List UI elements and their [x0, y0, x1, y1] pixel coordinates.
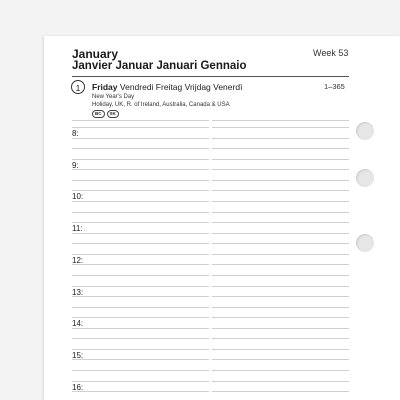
grid-line: [212, 120, 349, 121]
holiday-name: New Year's Day: [92, 94, 135, 100]
grid-line: [72, 148, 209, 149]
grid-line: [72, 233, 209, 234]
grid-line: [72, 338, 209, 339]
grid-line: [212, 307, 349, 308]
month-title: January: [72, 47, 119, 61]
grid-line: [72, 180, 209, 181]
grid-line: [212, 275, 349, 276]
grid-line: [72, 212, 209, 213]
grid-line: [72, 307, 209, 308]
hour-label: 16:: [72, 382, 84, 392]
grid-line: [72, 359, 209, 360]
grid-line: [212, 190, 349, 191]
day-name: Friday: [92, 82, 118, 92]
grid-line: [212, 317, 349, 318]
grid-line: [212, 233, 349, 234]
day-name-translations: Vendredi Freitag Vrijdag Venerdì: [119, 82, 243, 92]
hour-label: 13:: [72, 287, 84, 297]
grid-line: [72, 138, 209, 139]
grid-line: [72, 328, 209, 329]
grid-line: [72, 127, 209, 128]
grid-line: [212, 127, 349, 128]
grid-line: [72, 159, 209, 160]
grid-line: [212, 159, 349, 160]
grid-line: [72, 296, 209, 297]
hour-label: 8:: [72, 129, 79, 138]
grid-line: [72, 254, 209, 255]
grid-line: [212, 296, 349, 297]
grid-line: [212, 201, 349, 202]
grid-line: [212, 370, 349, 371]
month-translations: Janvier Januar Januari Gennaio: [72, 60, 247, 72]
day-name-row: [92, 82, 242, 92]
header-divider: [72, 76, 349, 77]
hour-label: 11:: [72, 224, 83, 234]
hour-label: 12:: [72, 255, 84, 265]
grid-line: [72, 169, 209, 170]
binder-hole-2: [356, 169, 374, 187]
badge-bc: BC: [92, 110, 105, 118]
grid-line: [72, 317, 209, 318]
holiday-badges: [92, 110, 119, 118]
grid-line: [72, 222, 209, 223]
binder-hole-1: [356, 122, 374, 140]
grid-line: [72, 286, 209, 287]
grid-line: [212, 381, 349, 382]
grid-line: [72, 243, 209, 244]
grid-line: [212, 286, 349, 287]
grid-line: [72, 201, 209, 202]
hour-label: 15:: [72, 350, 84, 360]
grid-line: [212, 180, 349, 181]
hour-label: 9:: [72, 160, 79, 170]
grid-line: [72, 381, 209, 382]
grid-line: [212, 148, 349, 149]
grid-line: [72, 264, 209, 265]
grid-line: [212, 359, 349, 360]
grid-line: [212, 391, 349, 392]
grid-line: [212, 254, 349, 255]
grid-line: [212, 264, 349, 265]
grid-line: [72, 370, 209, 371]
grid-line: [212, 328, 349, 329]
grid-line: [212, 138, 349, 139]
grid-line: [72, 120, 209, 121]
hour-label: 10:: [72, 192, 84, 202]
grid-line: [212, 243, 349, 244]
grid-line: [212, 222, 349, 223]
grid-line: [72, 349, 209, 350]
binder-hole-3: [356, 234, 374, 252]
grid-line: [212, 338, 349, 339]
holiday-detail: Holiday, UK, R. of Ireland, Australia, Canada & USA: [92, 102, 230, 108]
grid-line: [212, 169, 349, 170]
hour-label: 14:: [72, 319, 84, 329]
week-label: Week 53: [313, 48, 349, 58]
grid-line: [72, 190, 209, 191]
day-number: 1: [71, 80, 85, 94]
grid-line: [212, 212, 349, 213]
grid-line: [72, 391, 209, 392]
badge-sk: SK: [107, 110, 119, 118]
day-of-year: 1–365: [324, 82, 345, 91]
grid-line: [212, 349, 349, 350]
grid-line: [72, 275, 209, 276]
